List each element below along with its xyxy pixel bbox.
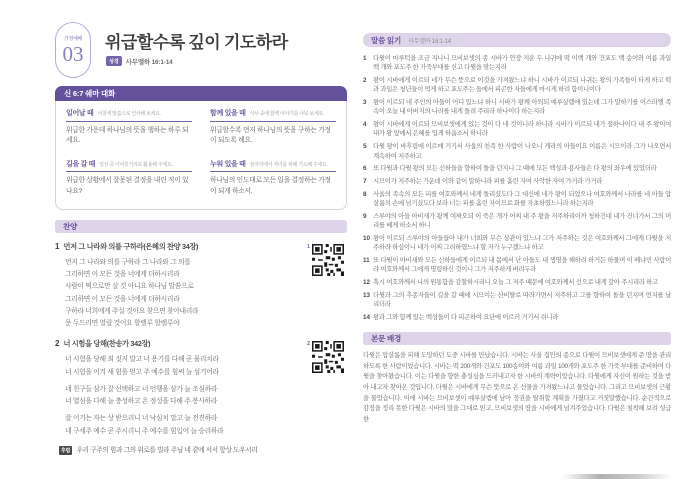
verse bbox=[363, 177, 671, 186]
lyric-line: 너 열심을 다해 늘 충성하고 온 정성을 다해 주 봉사하라 bbox=[65, 398, 218, 406]
verse-number: 7 bbox=[363, 178, 367, 186]
scripture-line bbox=[106, 56, 173, 66]
verse-text: 사울의 족속의 모든 피를 여호와께서 네게 돌리셨도다 그 대신에 네가 왕이 되었으나 여호와께서 나라를 네 아들 압살롬의 손에 넘기셨도다 보라 너는 피를 흘린 자이므로 화를 자초하였느니라 하는지라 bbox=[373, 190, 671, 208]
verse-number: 4 bbox=[363, 121, 367, 129]
quadrant-label: 함께 있을 때 bbox=[210, 110, 246, 117]
quadrant-text: 위급할수록 먼저 하나님의 뜻을 구하는 가정이 되도록 해요. bbox=[210, 126, 331, 145]
scripture-badge: 성경 bbox=[106, 56, 122, 66]
song-1 bbox=[55, 242, 347, 330]
quadrant-label: 누워 있을 때 bbox=[210, 160, 246, 168]
quadrant-label: 일어날 때 bbox=[66, 110, 94, 117]
quadrant-hint: 아침에 말씀으로 인사해 보세요. bbox=[97, 111, 161, 117]
song-2 bbox=[55, 339, 347, 454]
quadrant-rising bbox=[66, 108, 192, 150]
lyric-line: 너 시험을 당해 죄 짓지 말고 너 용기를 다해 곧 물리치라 bbox=[65, 356, 219, 364]
refrain-text: 우리 구주의 힘과 그의 위로를 빌라 주님 네 곁에 서서 항상 도우시리 bbox=[76, 446, 258, 454]
reading-section-header bbox=[363, 33, 671, 47]
verse bbox=[363, 142, 671, 161]
quadrant-label: 길을 갈 때 bbox=[66, 160, 96, 168]
shema-quadrant-panel bbox=[55, 101, 347, 210]
verse-number: 8 bbox=[363, 190, 367, 198]
lyric-line: 네 구세주 예수 곧 주시리니 주 예수를 힘입어 늘 승리하라 bbox=[65, 427, 224, 435]
verse bbox=[363, 313, 671, 322]
verse bbox=[363, 54, 671, 73]
quadrant-head bbox=[66, 159, 192, 173]
verse-text: 왕이 이르되 스루야의 아들들아 내가 너희와 무슨 상관이 있느냐 그가 저주하는 것은 여호와께서 그에게 다윗을 저주하라 하심이니 네가 어찌 그리하였느냐 할 자가 누구겠느냐 하고 bbox=[373, 235, 671, 252]
verse-list bbox=[363, 54, 671, 322]
quadrant-hint: 잠자리에서 자녀를 위해 기도해 주세요. bbox=[249, 161, 328, 168]
lyric-line: 구하라 너희에게 주실 것이요 찾으면 찾아내리라 bbox=[65, 307, 199, 315]
lyric-line: 네 친구들 삼가 잘 선택하고 너 언행을 삼가 늘 조심하라 bbox=[65, 385, 218, 393]
verse-text: 혹시 여호와께서 나의 원통함을 감찰하시리니 오늘 그 저주 때문에 여호와께서 선으로 내게 갚아 주시리라 하고 bbox=[373, 279, 658, 287]
lesson-number: 03 bbox=[62, 42, 84, 66]
verse-number: 14 bbox=[363, 313, 371, 321]
background-body: 다윗은 압살롬을 피해 도망하던 도중 시바를 만났습니다. 시바는 사울 집안의 종으로 다윗이 므비보셋에게 준 땅을 관리하도록 한 사람이었습니다. 시바는 떡 200개와 건포도 100송이와 여름 과일 100개와 포도주 한 가죽 부대를 준비하여 다윗을 찾아왔습니다. 이는 다윗을 향한 충성심을 드러내고자 한 시바의 계략이었습니다. 다윗에게 자신이 원하는 것을 받아 내고자 찾아온 것입니다. 다윗은 시바에게 무슨 뜻으로 온 선물을 가져왔느냐고 물었습니다. 그리고 므비보셋의 근황을 물었습니다. 이에 시바는 므비보셋이 예루살렘에 남아 정권을 탈취할 계획을 가졌다고 거짓말했습니다. 순간적으로 감정을 정리 못한 다윗은 시바의 말을 그대로 믿고, 므비보셋의 땅을 시바에게 넘겨주었습니다. 다윗은 침착해 보려 성급한 bbox=[363, 352, 671, 423]
verse-text: 왕이 시바에게 이르되 네가 무슨 뜻으로 이것을 가져왔느냐 하니 시바가 이르되 나귀는 왕의 가족들이 타게 하고 떡과 과일은 청년들이 먹게 하고 포도주는 들에서 피곤한 자들에게 마시게 하려 함이니이다 bbox=[373, 77, 671, 94]
verse-number: 2 bbox=[363, 77, 367, 85]
quadrant-text: 위급한 가운데 하나님의 뜻을 행하는 하루 되세요. bbox=[66, 126, 189, 145]
song-lyrics bbox=[65, 354, 303, 437]
quadrant-text: 위급한 상황에서 잘못된 결정을 내린 적이 있나요? bbox=[66, 177, 189, 195]
lyric-line: 그리하면 이 모든 것을 너에게 더하시리라 bbox=[65, 271, 180, 279]
quadrant-together bbox=[210, 108, 336, 150]
verse-number: 3 bbox=[363, 99, 367, 107]
verse-text: 시므이가 저주하는 가운데 이와 같이 말하니라 피를 흘린 자여 사악한 자여 가거라 가거라 bbox=[373, 178, 603, 186]
lyric-line: 사람이 떡으로만 살 것 아니요 하나님 말씀으로 bbox=[65, 283, 194, 291]
qr-number: 1 bbox=[307, 244, 311, 250]
verse-text: 또 다윗이 아비새와 모든 신하들에게 이르되 내 몸에서 난 아들도 내 생명을 해하려 하거든 하물며 이 베냐민 사람이랴 여호와께서 그에게 명령하신 것이니 그가 저주하게 버려두라 bbox=[373, 257, 671, 274]
verse-number: 13 bbox=[363, 291, 371, 299]
lyric-line: 문 두드리면 열릴 것이요 할렐루 할렐루야 bbox=[65, 320, 180, 328]
song-lyrics bbox=[65, 257, 303, 330]
verse bbox=[363, 76, 671, 95]
page-right bbox=[363, 33, 671, 425]
verse bbox=[363, 212, 671, 231]
lesson-header bbox=[55, 20, 347, 82]
page-left bbox=[55, 20, 347, 455]
lyric-line: 너 시험을 이겨 새 힘을 얻고 주 예수를 힘써 늘 섬기어라 bbox=[65, 368, 219, 376]
song-head bbox=[55, 242, 303, 252]
verse-text: 다윗 왕이 바후림에 이르매 거기서 사울의 친족 한 사람이 나오니 게라의 아들이요 이름은 시므이라 그가 나오면서 계속하여 저주하고 bbox=[373, 143, 671, 160]
quadrant-head bbox=[210, 108, 336, 122]
song-number: 1 bbox=[55, 242, 60, 251]
verse-text: 왕이 시바에게 이르되 므비보셋에게 있는 것이 다 네 것이니라 하니라 시바가 이르되 내가 절하나이다 내 주 왕이여 내가 왕 앞에서 은혜를 입게 하옵소서 하니라 bbox=[373, 121, 671, 138]
song-number: 2 bbox=[55, 339, 60, 349]
qr-code-icon bbox=[312, 341, 344, 373]
quadrant-head bbox=[210, 159, 336, 173]
verse-number: 11 bbox=[363, 257, 370, 265]
song-head bbox=[55, 339, 303, 349]
verse bbox=[363, 291, 671, 310]
quadrant-text: 하나님의 인도대로 모든 일을 결정하는 가정이 되게 하소서. bbox=[210, 177, 331, 195]
verse-text: 왕이 이르되 네 주인의 아들이 어디 있느냐 하니 시바가 왕께 아뢰되 예루살렘에 있는데 그가 말하기를 이스라엘 족속이 오늘 내 아버지의 나라를 내게 돌려 주리라 하나이다 하는지라 bbox=[373, 99, 671, 116]
praise-section-header: 찬양 bbox=[55, 220, 347, 233]
verse-text: 다윗이 마루턱을 조금 지나니 므비보셋의 종 시바가 안장 지운 두 나귀에 떡 이백 개와 건포도 백 송이와 여름 과일 백 개와 포도주 한 가죽부대를 싣고 다윗을 맞는지라 bbox=[373, 55, 671, 72]
qr-number: 2 bbox=[307, 341, 311, 348]
lyric-line: 먼저 그 나라와 의를 구하라 그 나라와 그 의를 bbox=[65, 259, 191, 266]
song-title: 너 시험을 당해(찬송가 342장) bbox=[63, 339, 151, 349]
verse bbox=[363, 164, 671, 173]
verse-text: 왕과 그와 함께 있는 백성들이 다 피곤하여 요단에 이르러 거기서 쉬니라 bbox=[373, 313, 559, 321]
quadrant-walking bbox=[66, 159, 192, 201]
series-label: 가정예배 bbox=[63, 36, 83, 42]
quadrant-hint: 일상 중 이야깃거리로 활용해 주세요. bbox=[99, 161, 173, 168]
verse bbox=[363, 98, 671, 117]
song-title: 먼저 그 나라와 의를 구하라(은혜의 찬양 34장) bbox=[63, 242, 199, 251]
song-refrain bbox=[59, 444, 303, 455]
scripture-reference: 사무엘하 16:1-14 bbox=[125, 58, 173, 66]
verse bbox=[363, 120, 671, 139]
qr-code-icon bbox=[312, 244, 344, 276]
verse-text: 스루야의 아들 아비새가 왕께 여짜오되 이 죽은 개가 어찌 내 주 왕을 저주하리이까 청하건대 내가 건너가서 그의 머리를 베게 하소서 하니 bbox=[373, 212, 671, 230]
verse bbox=[363, 256, 671, 275]
verse bbox=[363, 190, 671, 209]
verse-number: 10 bbox=[363, 235, 371, 242]
verse-text: 또 다윗과 다윗 왕의 모든 신하들을 향하여 돌을 던지니 그 때에 모든 백성과 용사들은 다 왕의 좌우에 있었더라 bbox=[373, 165, 657, 173]
verse-number: 6 bbox=[363, 165, 367, 173]
verse-number: 9 bbox=[363, 212, 367, 220]
verse-text: 다윗과 그의 추종자들이 길을 갈 때에 시므이는 산비탈로 따라가면서 저주하고 그를 향하여 돌을 던지며 먼지를 날리더라 bbox=[373, 291, 671, 309]
shema-section-header: 신 6:7 쉐마 대화 bbox=[55, 86, 347, 101]
quadrant-lying-down bbox=[210, 159, 336, 201]
verse-number: 5 bbox=[363, 143, 367, 151]
reading-reference: 사무엘하 16:1-14 bbox=[408, 38, 451, 45]
quadrant-hint: 식사 중에 함께 이야기를 나눠 보세요. bbox=[249, 111, 325, 117]
background-section bbox=[363, 332, 671, 425]
footer-smudge bbox=[562, 474, 672, 479]
verse bbox=[363, 278, 671, 287]
refrain-tag: 후렴 bbox=[61, 447, 71, 454]
verse-number: 1 bbox=[363, 55, 367, 62]
song-2-qr bbox=[307, 341, 347, 373]
lyric-line: 잘 이기는 자는 상 받으리니 너 낙심치 말고 늘 전진하라 bbox=[65, 415, 218, 423]
quadrant-head bbox=[66, 108, 192, 122]
lesson-title: 위급할수록 깊이 기도하라 bbox=[105, 33, 288, 52]
background-section-header: 본문 배경 bbox=[363, 332, 671, 345]
lesson-number-capsule bbox=[55, 22, 91, 78]
song-1-qr bbox=[307, 244, 347, 276]
reading-header-label: 말씀 읽기 bbox=[371, 35, 402, 45]
lyric-line: 그리하면 이 모든 것을 너에게 더하시리라 bbox=[65, 295, 180, 303]
verse-number: 12 bbox=[363, 279, 371, 287]
verse bbox=[363, 234, 671, 253]
